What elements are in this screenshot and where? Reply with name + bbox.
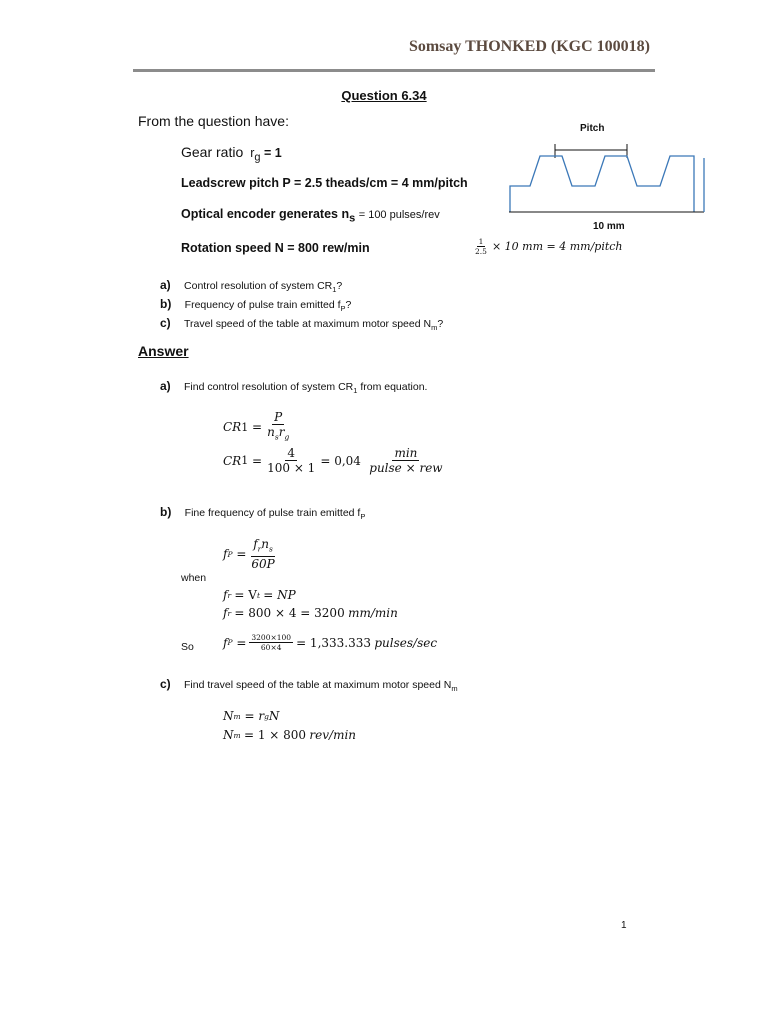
equation-cr1-value: CR 1 = $\frac{4}{100 \times 1}$ = 0,04 $\frac{\min}{\text{pulse × rew}}$ <box>223 446 443 475</box>
part-text: Travel speed of the table at maximum motor speed $N_m$? <box>184 318 444 333</box>
part-b <box>160 295 351 313</box>
given-encoder: Optical encoder generates $n_s = 100$ pulses/rev <box>181 207 440 225</box>
gear-ratio-symbol: $r_g$ <box>250 146 261 164</box>
header-rule <box>133 69 655 72</box>
length-label: 10 mm <box>593 221 625 232</box>
given-gear-ratio <box>181 144 282 164</box>
part-text: Frequency of pulse train emitted $f_P$? <box>184 299 352 314</box>
answer-c-prompt: c) Find travel speed of the table at maximum motor speed $N_m$ <box>160 677 458 694</box>
pitch-formula <box>470 237 623 256</box>
equation-fr-value: f r = 800 × 4 = 3200 mm/min <box>223 606 398 620</box>
pitch-label: Pitch <box>580 123 605 134</box>
part-a <box>160 276 342 294</box>
answer-heading: Answer <box>138 343 189 359</box>
pitch-fraction: $\frac{1}{2.5}$ <box>475 237 487 256</box>
part-label: c) <box>160 316 171 330</box>
equation-nm-formula: N m = r g N <box>223 709 280 723</box>
so-label: So <box>181 641 194 653</box>
encoder-label: Optical encoder generates n <box>181 207 350 221</box>
part-text: Control resolution of system $CR_1$? <box>184 280 343 295</box>
part-label: a) <box>160 278 171 292</box>
question-intro: From the question have: <box>138 113 289 129</box>
answer-b-prompt: b) Fine frequency of pulse train emitted $f_P$ <box>160 505 366 522</box>
part-c <box>160 314 443 332</box>
question-title: Question 6.34 <box>341 88 427 103</box>
equation-cr1-formula: CR 1 = $\frac{P}{n_sr_g}$ <box>223 410 290 442</box>
given-rotation: Rotation speed N = 800 rew/min <box>181 241 370 255</box>
gear-ratio-label: Gear ratio <box>181 144 244 160</box>
encoder-value: = 100 pulses/rev <box>358 209 440 221</box>
equation-nm-value: N m = 1 × 800 rev/min <box>223 728 357 742</box>
leadscrew-diagram <box>500 138 710 218</box>
equation-fp-formula: f P = $\frac{f_rn_s}{60P}$ <box>223 537 275 572</box>
page-number: 1 <box>621 920 627 931</box>
header-author: Somsay THONKED (KGC 100018) <box>408 38 650 55</box>
when-label: when <box>181 572 207 584</box>
pitch-formula-rest: × 10 mm = 4 mm/pitch <box>491 240 623 253</box>
equation-fr-def: f r = V t = NP <box>223 588 296 602</box>
answer-a-prompt: a) Find control resolution of system $CR_1$ from equation. <box>160 379 428 396</box>
gear-ratio-value: = 1 <box>263 146 282 160</box>
part-label: b) <box>160 297 172 311</box>
given-leadscrew: Leadscrew pitch P = 2.5 theads/cm = 4 mm/pitch <box>181 176 468 190</box>
equation-fp-value: f P = $\frac{3200\times 100}{60\times 4}$ = 1,333.333 pulses/sec <box>223 633 438 652</box>
